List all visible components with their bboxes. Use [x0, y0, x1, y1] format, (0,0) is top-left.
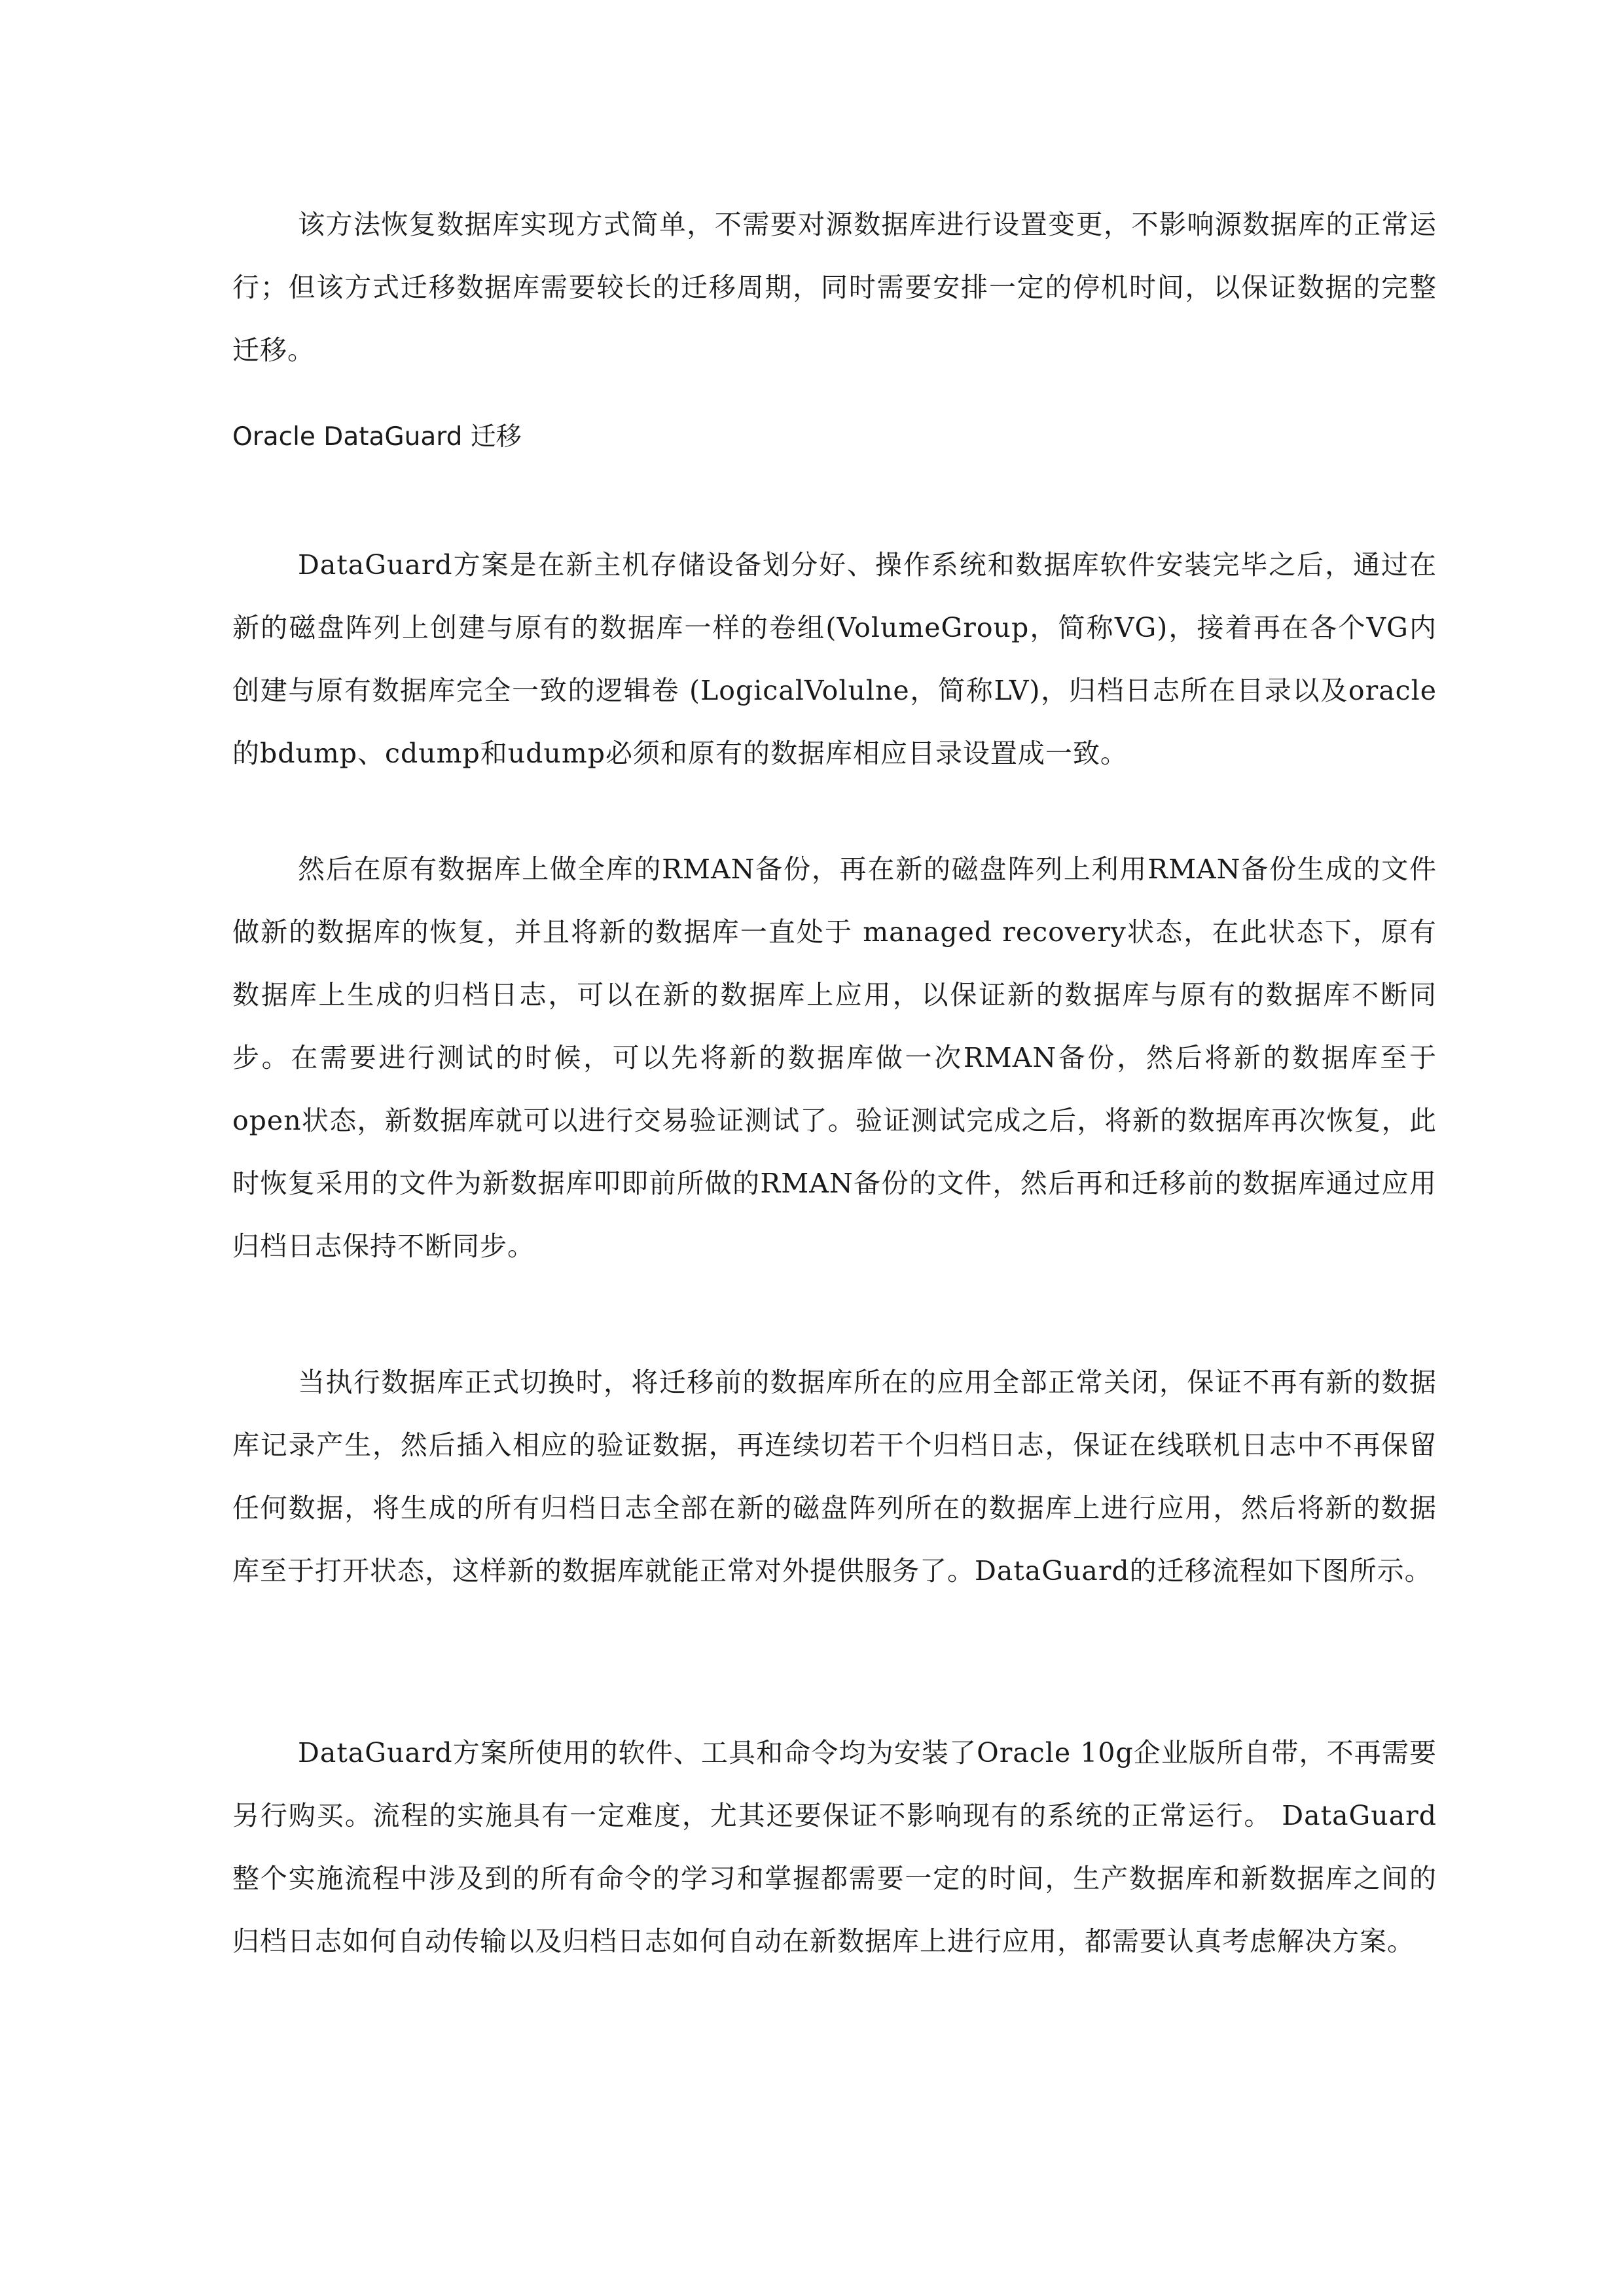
paragraph-dataguard-setup: DataGuard方案是在新主机存储设备划分好、操作系统和数据库软件安装完毕之后，通过在新的磁盘阵列上创建与原有的数据库一样的卷组(VolumeGroup，简称VG)，接着再在各个VG内创建与原有数据库完全一致的逻辑卷 (LogicalVolulne，简称LV)，归档日志所在目录以及oracle的bdump、cdump和udump必须和原有的数据库相应目录设置成一致。: [232, 549, 1437, 769]
paragraph-switchover: 当执行数据库正式切换时，将迁移前的数据库所在的应用全部正常关闭，保证不再有新的数据库记录产生，然后插入相应的验证数据，再连续切若干个归档日志，保证在线联机日志中不再保留任何数据，将生成的所有归档日志全部在新的磁盘阵列所在的数据库上进行应用，然后将新的数据库至于打开状态，这样新的数据库就能正常对外提供服务了。DataGuard的迁移流程如下图所示。: [232, 1367, 1437, 1587]
paragraph-rman-backup: 然后在原有数据库上做全库的RMAN备份，再在新的磁盘阵列上利用RMAN备份生成的文件做新的数据库的恢复，并且将新的数据库一直处于 managed recovery状态，在此状态下，原有数据库上生成的归档日志，可以在新的数据库上应用，以保证新的数据库与原有的数据库不断同步。在需要进行测试的时候，可以先将新的数据库做一次RMAN备份，然后将新的数据库至于open状态，新数据库就可以进行交易验证测试了。验证测试完成之后，将新的数据库再次恢复，此时恢复采用的文件为新数据库叩即前所做的RMAN备份的文件，然后再和迁移前的数据库通过应用归档日志保持不断同步。: [232, 853, 1437, 1262]
paragraph-intro: 该方法恢复数据库实现方式简单，不需要对源数据库进行设置变更，不影响源数据库的正常运行；但该方式迁移数据库需要较长的迁移周期，同时需要安排一定的停机时间，以保证数据的完整迁移。: [232, 209, 1437, 366]
paragraph-tools: DataGuard方案所使用的软件、工具和命令均为安装了Oracle 10g企业版所自带，不再需要另行购买。流程的实施具有一定难度，尤其还要保证不影响现有的系统的正常运行。 DataGuard整个实施流程中涉及到的所有命令的学习和掌握都需要一定的时间，生产数据库和新数据库之间的归档日志如何自动传输以及归档日志如何自动在新数据库上进行应用，都需要认真考虑解决方案。: [232, 1737, 1437, 1957]
section-heading: Oracle DataGuard 迁移: [232, 422, 522, 452]
